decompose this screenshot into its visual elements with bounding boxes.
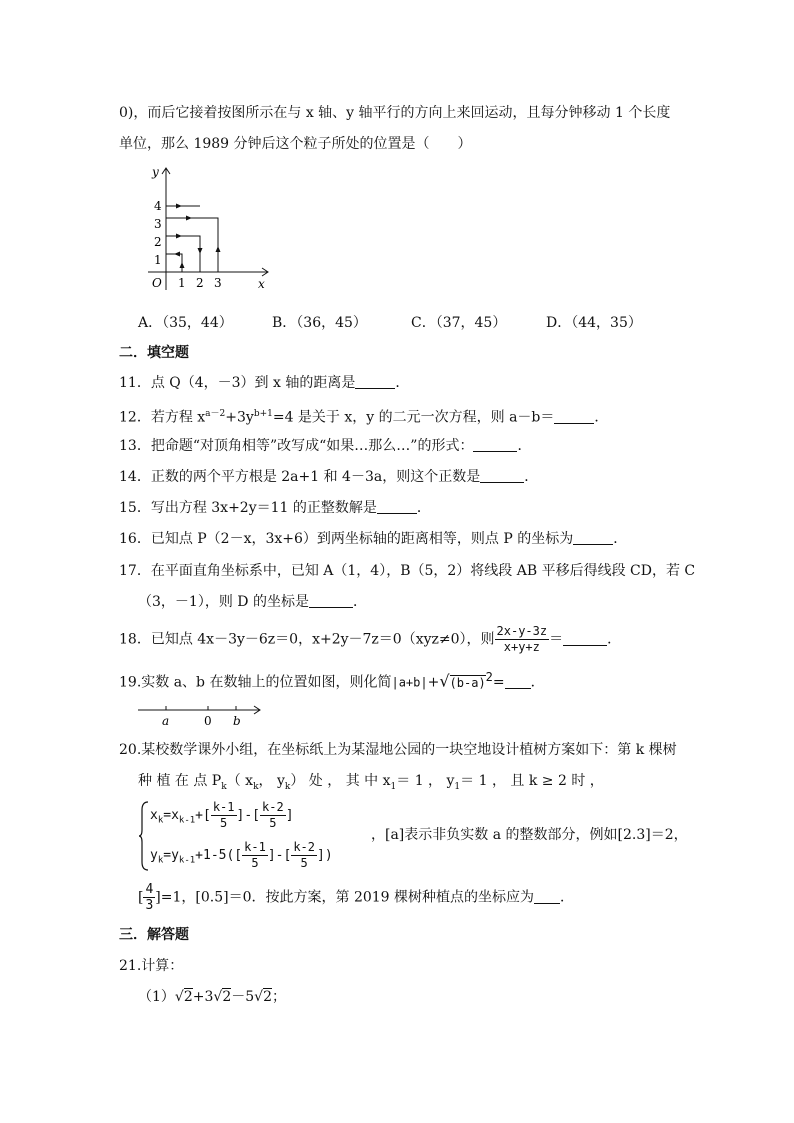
number-line-label-a: a — [162, 714, 170, 728]
q18-numerator: 2x-y-3z — [496, 624, 548, 638]
q14-text: 14．正数的两个平方根是 2a+1 和 4－3a，则这个正数是 — [119, 469, 481, 485]
question-12: 12．若方程 $x^{a-2}+3y^{b+1}=4$ 是关于 x，y 的二元一次方程，则 a－b＝ ． — [119, 409, 609, 426]
q17-line2-text: （3，－1），则 D 的坐标是 — [138, 594, 309, 610]
q17-answer-blank[interactable] — [309, 593, 353, 608]
question-20-line4: [ $\frac{4}{3}$ ]=1，[0.5]＝0．按此方案，第 2019 棵树种植点的坐标应为 ． — [138, 882, 575, 913]
q16-text: 16．已知点 P（2－x，3x+6）到两坐标轴的距离相等，则点 P 的坐标为 — [119, 531, 574, 547]
q10-line1: 0)，而后它接着按图所示在与 x 轴、y 轴平行的方向上来回运动，且每分钟移动 1 个长度 — [119, 105, 671, 121]
question-15: 15．写出方程 3x+2y＝11 的正整数解是 ． — [119, 500, 431, 516]
eq1-frac2-num: k-2 — [262, 800, 284, 814]
q20-sub-1b: 1 — [454, 781, 461, 792]
q19-abs: |a+b| — [391, 675, 428, 690]
eq1-mid: ]-[ — [236, 808, 260, 823]
option-a[interactable]: A．（35，44） — [138, 315, 233, 331]
q16-answer-blank[interactable] — [573, 530, 613, 545]
number-line-label-b: b — [233, 714, 241, 728]
eq2-frac2-num: k-2 — [293, 840, 315, 854]
q14-answer-blank[interactable] — [480, 468, 524, 483]
question-20-line1: 20.某校数学课外小组，在坐标纸上为某湿地公园的一块空地设计植树方案如下：第 k 棵树 — [119, 742, 677, 758]
q20-l2-b: （ x — [226, 773, 254, 789]
sqrt-icon: √ — [213, 989, 223, 1005]
question-16: 16．已知点 P（2－x，3x+6）到两坐标轴的距离相等，则点 P 的坐标为 ． — [119, 531, 628, 547]
q15-text: 15．写出方程 3x+2y＝11 的正整数解是 — [119, 500, 377, 516]
q20-frac-den: 3 — [145, 898, 154, 913]
q18-prefix: 18．已知点 4x－3y－6z＝0，x+2y－7z＝0（xyz≠0），则 — [119, 631, 495, 648]
q20-l2-a: 种 植 在 点 P — [138, 773, 222, 789]
q21-end: ； — [272, 989, 287, 1005]
q19-number-line — [136, 700, 268, 730]
eq2-mid2: ]-[ — [267, 848, 292, 863]
q12-exp2: b+1 — [253, 409, 273, 419]
q19-square: 2 — [485, 670, 493, 684]
eq1-frac1-num: k-1 — [212, 800, 235, 814]
q19-answer-blank[interactable] — [505, 674, 531, 689]
q13-text: 13．把命题“对顶角相等”改写成“如果…那么…”的形式： — [119, 438, 474, 454]
graph-y-tick-3: 3 — [154, 217, 162, 231]
question-14: 14．正数的两个平方根是 2a+1 和 4－3a，则这个正数是 ． — [119, 469, 539, 485]
question-19: 19.实数 a、b 在数轴上的位置如图，则化简$|a+b|+√(b-a)^2=$ ． — [119, 670, 545, 691]
brace-icon — [138, 800, 150, 872]
question-17-line1: 17．在平面直角坐标系中，已知 A（1，4），B（5，2）将线段 AB 平移后得线段 CD，若 C — [119, 563, 696, 579]
q12-mid: +3y — [225, 409, 254, 426]
eq1-lhs-sub: k — [157, 815, 164, 826]
eq1-end: ] — [285, 808, 294, 823]
q21-radicand-3: 2 — [263, 989, 273, 1005]
graph-origin-label: O — [152, 276, 162, 290]
q21-mid1: +3 — [192, 989, 214, 1005]
eq2-end: ]) — [317, 848, 333, 863]
question-17-line2: （3，－1），则 D 的坐标是 ． — [138, 594, 367, 610]
graph-y-tick-1: 1 — [154, 253, 162, 267]
eq2-mid: +1-5([ — [195, 848, 243, 863]
q20-sub-k3: k — [284, 781, 291, 792]
q20-answer-blank[interactable] — [534, 889, 560, 904]
q20-l2-d: ） 处 ， 其 中 x — [290, 773, 391, 789]
section-title-solve: 三．解答题 — [119, 927, 189, 943]
graph-y-tick-4: 4 — [154, 199, 162, 213]
option-d[interactable]: D．（44，35） — [546, 315, 642, 331]
graph-x-tick-3: 3 — [214, 276, 222, 290]
q19-plus: + — [427, 674, 440, 691]
q20-equation-x — [150, 800, 294, 831]
q21-radicand-1: 2 — [183, 989, 193, 1005]
eq2-lhs-sub: k — [157, 855, 164, 866]
question-11: 11．点 Q（4，－3）到 x 轴的距离是 ． — [119, 375, 410, 391]
sqrt-icon: √ — [254, 989, 264, 1005]
sqrt-icon: √ — [439, 671, 450, 691]
q11-text: 11．点 Q（4，－3）到 x 轴的距离是 — [119, 375, 356, 391]
graph-y-label: y — [152, 165, 159, 179]
q20-frac-num: 4 — [145, 882, 154, 897]
option-b[interactable]: B．（36，45） — [272, 315, 367, 331]
graph-x-tick-2: 2 — [196, 276, 204, 290]
q19-eq: = — [492, 674, 505, 691]
eq1-plus: +[ — [195, 808, 211, 823]
question-13: 13．把命题“对顶角相等”改写成“如果…那么…”的形式： ． — [119, 438, 532, 454]
eq1-lhs: x — [150, 808, 158, 823]
question-21-part1 — [138, 987, 286, 1007]
q20-l2-e: ＝ 1 ， y — [396, 773, 455, 789]
q18-denominator: x+y+z — [503, 640, 540, 654]
eq1-frac2 — [260, 800, 286, 831]
eq2-frac1 — [242, 840, 268, 871]
graph-y-tick-2: 2 — [154, 235, 162, 249]
graph-x-tick-1: 1 — [178, 276, 186, 290]
section-title-fill-blank: 二．填空题 — [119, 345, 189, 361]
eq2-frac2-den: 5 — [300, 856, 308, 870]
eq2-rhs: =y — [163, 848, 179, 863]
q18-answer-blank[interactable] — [563, 631, 607, 646]
q10-line2: 单位，那么 1989 分钟后这个粒子所处的位置是（ ） — [119, 136, 472, 152]
q20-fraction — [143, 882, 155, 913]
q18-suffix: ＝ — [549, 631, 564, 648]
q21-radicand-2: 2 — [222, 989, 232, 1005]
eq2-frac1-num: k-1 — [244, 840, 266, 854]
q11-answer-blank[interactable] — [355, 374, 395, 389]
sqrt-icon: √ — [174, 989, 184, 1005]
question-20-line2 — [138, 771, 666, 797]
eq2-rhs-sub: k-1 — [178, 855, 196, 866]
q12-prefix: 12．若方程 x — [119, 409, 206, 426]
question-21-title: 21.计算： — [119, 958, 184, 974]
q20-note: ，[a]表示非负实数 a 的整数部分，例如[2.3]＝2， — [371, 827, 688, 843]
eq1-rhs-sub: k-1 — [178, 815, 196, 826]
eq2-lhs: y — [150, 848, 158, 863]
eq1-frac1 — [211, 800, 237, 831]
q19-prefix: 19.实数 a、b 在数轴上的位置如图，则化简 — [119, 674, 392, 691]
eq1-frac1-den: 5 — [220, 816, 228, 830]
q18-fraction — [495, 624, 550, 655]
option-c[interactable]: C．（37，45） — [411, 315, 507, 331]
eq1-rhs: =x — [163, 808, 179, 823]
number-line-label-0: 0 — [204, 714, 212, 728]
q20-sub-1a: 1 — [390, 781, 397, 792]
eq2-frac1-den: 5 — [251, 856, 259, 870]
q12-suffix: =4 是关于 x，y 的二元一次方程，则 a－b＝ — [272, 409, 555, 426]
q20-sub-k1: k — [221, 781, 227, 792]
question-18: 18．已知点 4x－3y－6z＝0，x+2y－7z＝0（xyz≠0），则 $\frac{2x-y-3z}{x+y+z}$ ＝ ． — [119, 624, 622, 654]
q12-exp1: a－2 — [205, 409, 226, 419]
eq1-frac2-den: 5 — [269, 816, 277, 830]
q15-answer-blank[interactable] — [377, 499, 417, 514]
q20-equation-y — [150, 840, 333, 871]
q13-answer-blank[interactable] — [473, 437, 517, 452]
q21-part1-prefix: （1） — [138, 989, 175, 1005]
q20-line4-text: ]=1，[0.5]＝0．按此方案，第 2019 棵树种植点的坐标应为 — [155, 889, 535, 906]
q20-sub-k2: k — [253, 781, 259, 792]
eq2-frac2 — [291, 840, 317, 871]
q20-l2-f: ＝ 1 ， 且 k ≥ 2 时 ， — [460, 773, 604, 789]
q19-radicand: (b-a) — [449, 675, 486, 690]
q12-answer-blank[interactable] — [554, 409, 594, 424]
graph-x-label: x — [258, 277, 265, 291]
q20-l2-c: ， y — [258, 773, 285, 789]
q10-coordinate-graph — [140, 162, 280, 294]
q21-mid2: －5 — [231, 989, 255, 1005]
